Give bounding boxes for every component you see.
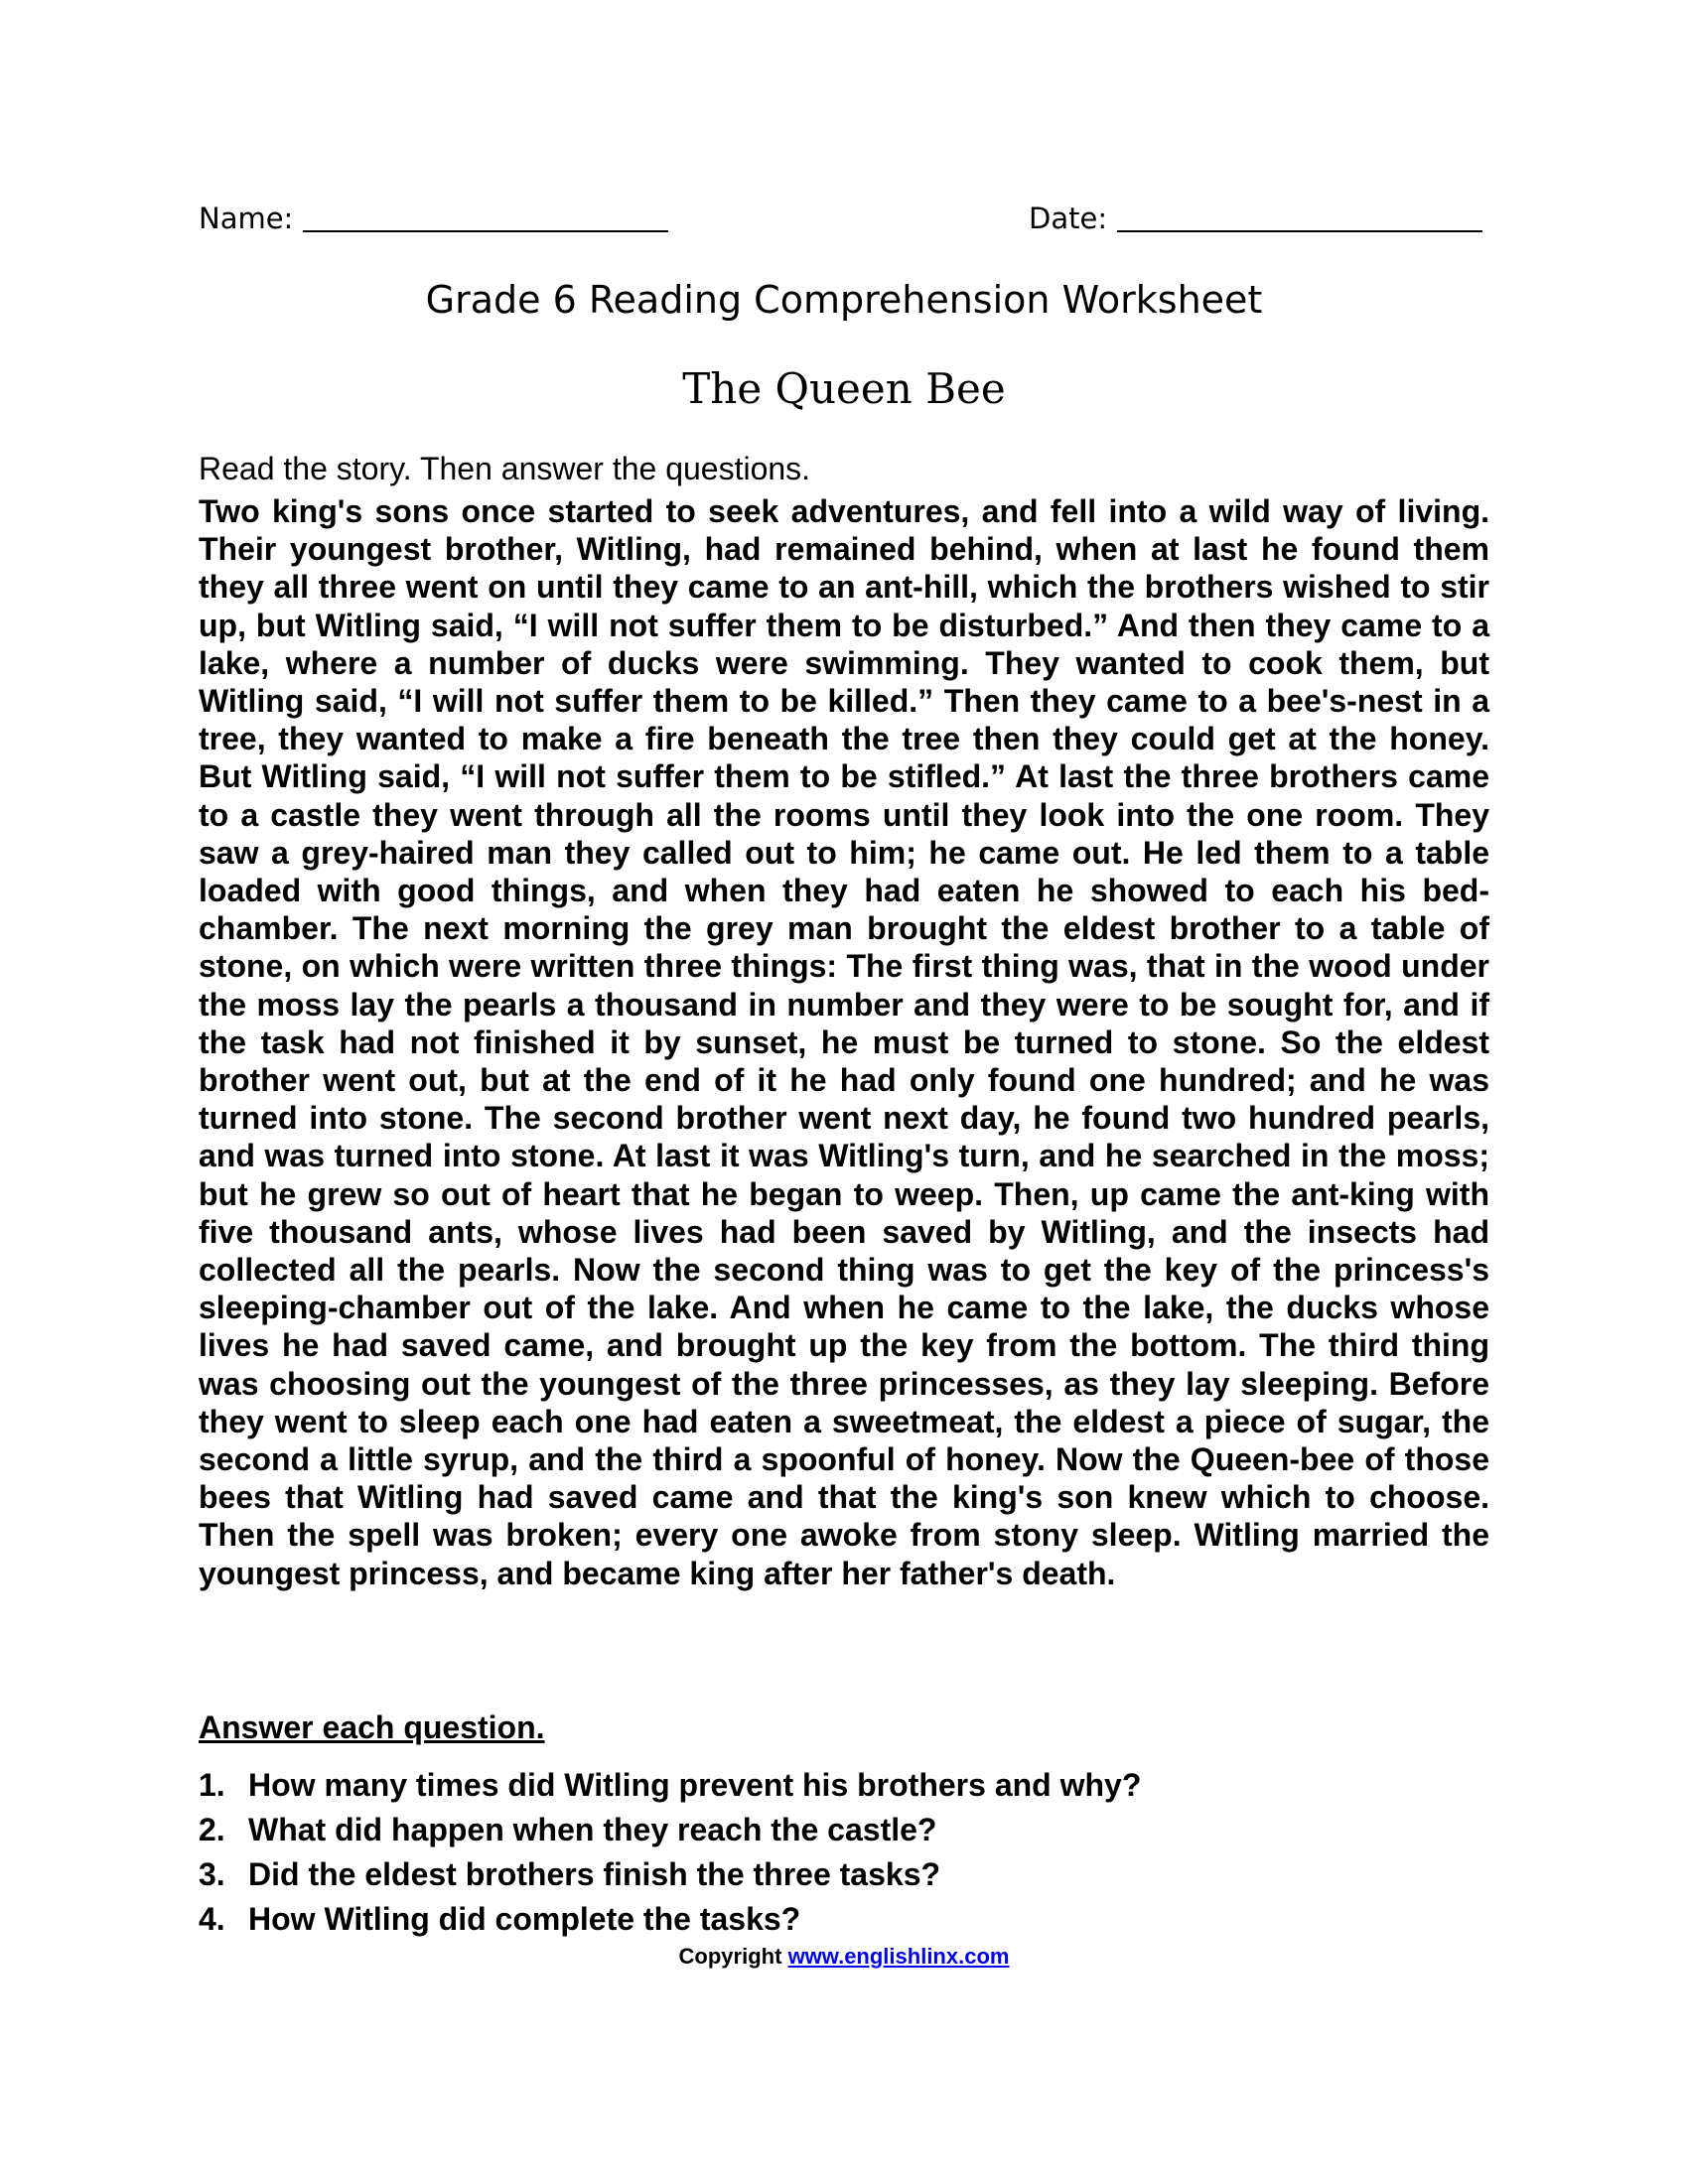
- question-text: Did the eldest brothers finish the three tasks?: [248, 1856, 941, 1892]
- question-text: How many times did Witling prevent his brothers and why?: [248, 1767, 1142, 1803]
- name-blank-line: [303, 230, 668, 232]
- question-text: What did happen when they reach the castle?: [248, 1812, 937, 1847]
- instructions: Read the story. Then answer the questions.: [199, 451, 811, 486]
- copyright-link[interactable]: www.englishlinx.com: [787, 1944, 1010, 1969]
- date-blank-line: [1117, 230, 1482, 232]
- story-passage: Two king's sons once started to seek adventures, and fell into a wild way of living. Their youngest brother, Witling, had remained behind, when at last he found them they all three went on until they came to an ant-hill, which the brothers wished to stir up, but Witling said, “I will not suffer them to be disturbed.” And then they came to a lake, where a number of ducks were swimming. They wanted to cook them, but Witling said, “I will not suffer them to be killed.” Then they came to a bee's-nest in a tree, they wanted to make a fire beneath the tree then they could get at the honey. But Witling said, “I will not suffer them to be stifled.” At last the three brothers came to a castle they went through all the rooms until they look into the one room. They saw a grey-haired man they called out to him; he came out. He led them to a table loaded with good things, and when they had eaten he showed to each his bed-chamber. The next morning the grey man brought the eldest brother to a table of stone, on which were written three things: The first thing was, that in the wood under the moss lay the pearls a thousand in number and they were to be sought for, and if the task had not finished it by sunset, he must be turned to stone. So the eldest brother went out, but at the end of it he had only found one hundred; and he was turned into stone. The second brother went next day, he found two hundred pearls, and was turned into stone. At last it was Witling's turn, and he searched in the moss; but he grew so out of heart that he began to weep. Then, up came the ant-king with five thousand ants, whose lives had been saved by Witling, and the insects had collected all the pearls. Now the second thing was to get the key of the princess's sleeping-chamber out of the lake. And when he came to the lake, the ducks whose lives he had saved came, and brought up the key from the bottom. The third thing was choosing out the youngest of the three princesses, as they lay sleeping. Before they went to sleep each one had eaten a sweetmeat, the eldest a piece of sugar, the second a little syrup, and the third a spoonful of honey. Now the Queen-bee of those bees that Witling had saved came and that the king's son knew which to choose. Then the spell was broken; every one awoke from stony sleep. Witling married the youngest princess, and became king after her father's death.: [199, 493, 1489, 1591]
- question-item: [199, 1852, 1489, 1897]
- question-item: [199, 1763, 1489, 1808]
- question-number: 1.: [199, 1767, 225, 1803]
- question-item: [199, 1897, 1489, 1942]
- name-field: [199, 199, 668, 238]
- header-fields: [199, 199, 1489, 238]
- question-number: 3.: [199, 1856, 225, 1892]
- story-title: The Queen Bee: [682, 364, 1006, 413]
- question-item: [199, 1808, 1489, 1852]
- copyright-label: Copyright: [678, 1944, 782, 1969]
- worksheet-title: Grade 6 Reading Comprehension Worksheet: [425, 278, 1263, 322]
- questions-list: [199, 1763, 1489, 1942]
- question-number: 4.: [199, 1901, 225, 1937]
- date-label: Date:: [1029, 202, 1108, 235]
- questions-heading: Answer each question.: [199, 1709, 545, 1745]
- question-text: How Witling did complete the tasks?: [248, 1901, 801, 1937]
- date-field: [1029, 199, 1482, 238]
- copyright-footer: [0, 1942, 1688, 1972]
- name-label: Name:: [199, 202, 294, 235]
- question-number: 2.: [199, 1812, 225, 1847]
